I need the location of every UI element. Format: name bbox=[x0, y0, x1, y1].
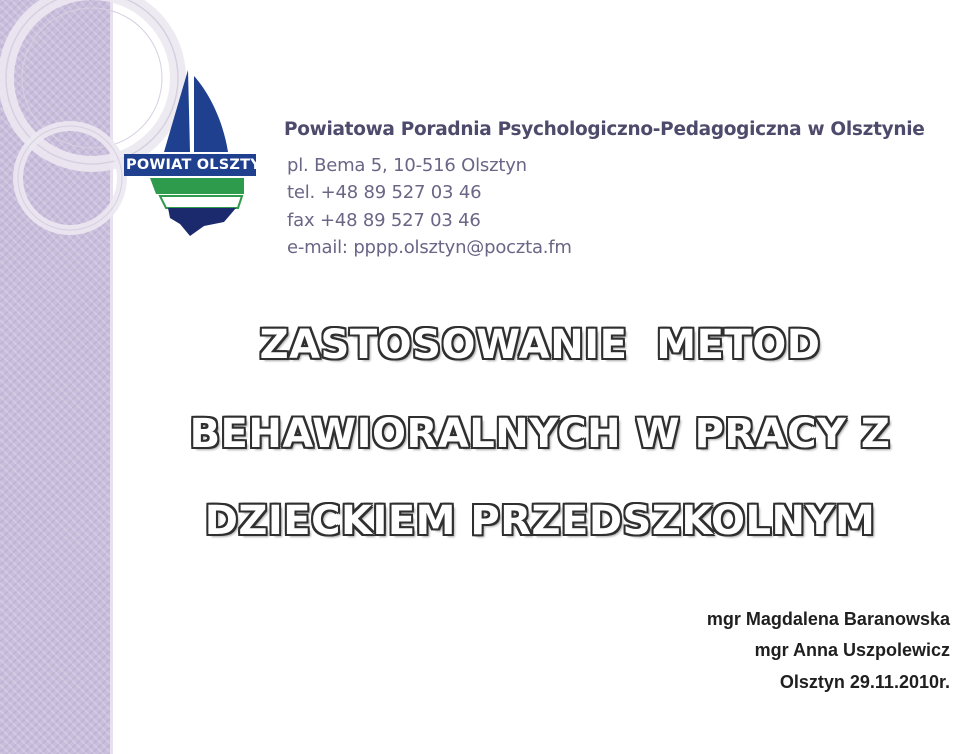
sailboat-icon bbox=[120, 66, 301, 238]
author-1: mgr Magdalena Baranowska bbox=[706, 609, 950, 629]
logo-text: POWIAT OLSZTYŃSKI bbox=[126, 157, 301, 173]
place-date: Olsztyn 29.11.2010r. bbox=[779, 672, 950, 692]
powiat-olsztynski-logo bbox=[120, 66, 301, 238]
title-line-3: DZIECKIEM PRZEDSZKOLNYM bbox=[204, 498, 876, 544]
organization-name: Powiatowa Poradnia Psychologiczno-Pedagogiczna w Olsztynie bbox=[284, 119, 925, 140]
phone-text: tel. +48 89 527 03 46 bbox=[287, 182, 482, 203]
fax-text: fax +48 89 527 03 46 bbox=[287, 210, 481, 231]
title-line-2: BEHAWIORALNYCH W PRACY Z bbox=[189, 411, 891, 457]
email-text: e-mail: pppp.olsztyn@poczta.fm bbox=[287, 237, 572, 258]
title-line-1: ZASTOSOWANIE METOD bbox=[259, 322, 821, 368]
author-2: mgr Anna Uszpolewicz bbox=[754, 640, 950, 660]
address-text: pl. Bema 5, 10-516 Olsztyn bbox=[287, 155, 527, 176]
